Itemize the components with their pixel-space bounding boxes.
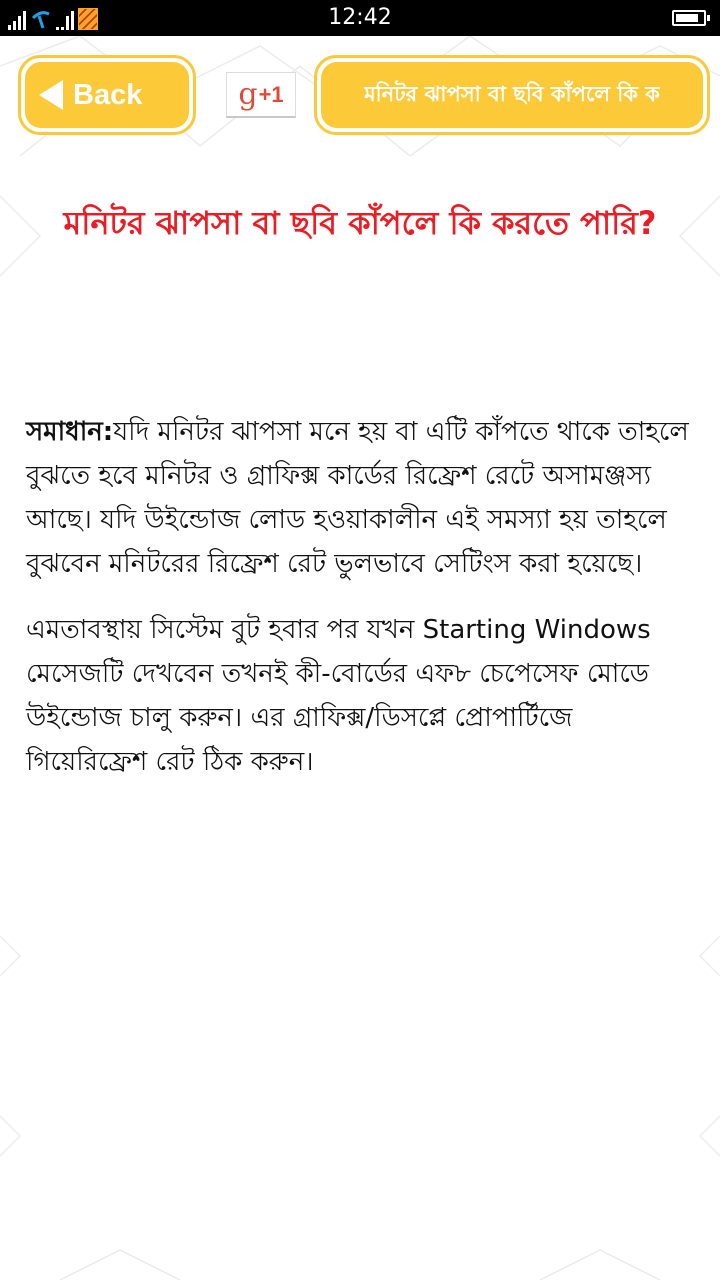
back-button-face: [25, 62, 189, 128]
paragraph-solution: [26, 410, 696, 586]
back-label: Back: [73, 78, 143, 111]
solution-label: সমাধান:: [26, 417, 114, 447]
google-plus-icon: g: [238, 76, 258, 112]
status-time: 12:42: [328, 5, 392, 30]
article-title: মনিটর ঝাপসা বা ছবি কাঁপলে কি করতে পারি?: [63, 204, 657, 242]
status-bar: [0, 0, 720, 36]
topic-label: মনিটর ঝাপসা বা ছবি কাঁপলে কি ক: [364, 81, 660, 106]
article-body: [26, 410, 696, 806]
topic-title-button[interactable]: [314, 55, 710, 135]
google-plus-one-button[interactable]: [226, 72, 296, 118]
paragraph-2: এমতাবস্থায় সিস্টেম বুট হবার পর যখন Starting Windows মেসেজটি দেখবেন তখনই কী-বোর্ডের এফ৮ চেপেসেফ মোডে উইন্ডোজ চালু করুন। এর গ্রাফিক্স/ডিসপ্লে প্রোপার্টিজে গিয়েরিফ্রেশ রেট ঠিক করুন।: [26, 615, 651, 777]
battery-fill: [676, 14, 698, 22]
back-arrow-icon: [39, 80, 63, 110]
back-button[interactable]: [18, 55, 196, 135]
paragraph-1-text: যদি মনিটর ঝাপসা মনে হয় বা এটি কাঁপতে থাকে তাহলে বুঝতে হবে মনিটর ও গ্রাফিক্স কার্ডের রিফ্রেশ রেটে অসামঞ্জস্য আছে। যদি উইন্ডোজ লোড হওয়াকালীন এই সমস্যা হয় তাহলে বুঝবেন মনিটরের রিফ্রেশ রেট ভুলভাবে সেটিংস করা হয়েছে।: [26, 417, 689, 579]
plus-one-label: +1: [258, 81, 284, 107]
battery-icon: [672, 10, 706, 26]
topic-button-face: [321, 62, 703, 128]
